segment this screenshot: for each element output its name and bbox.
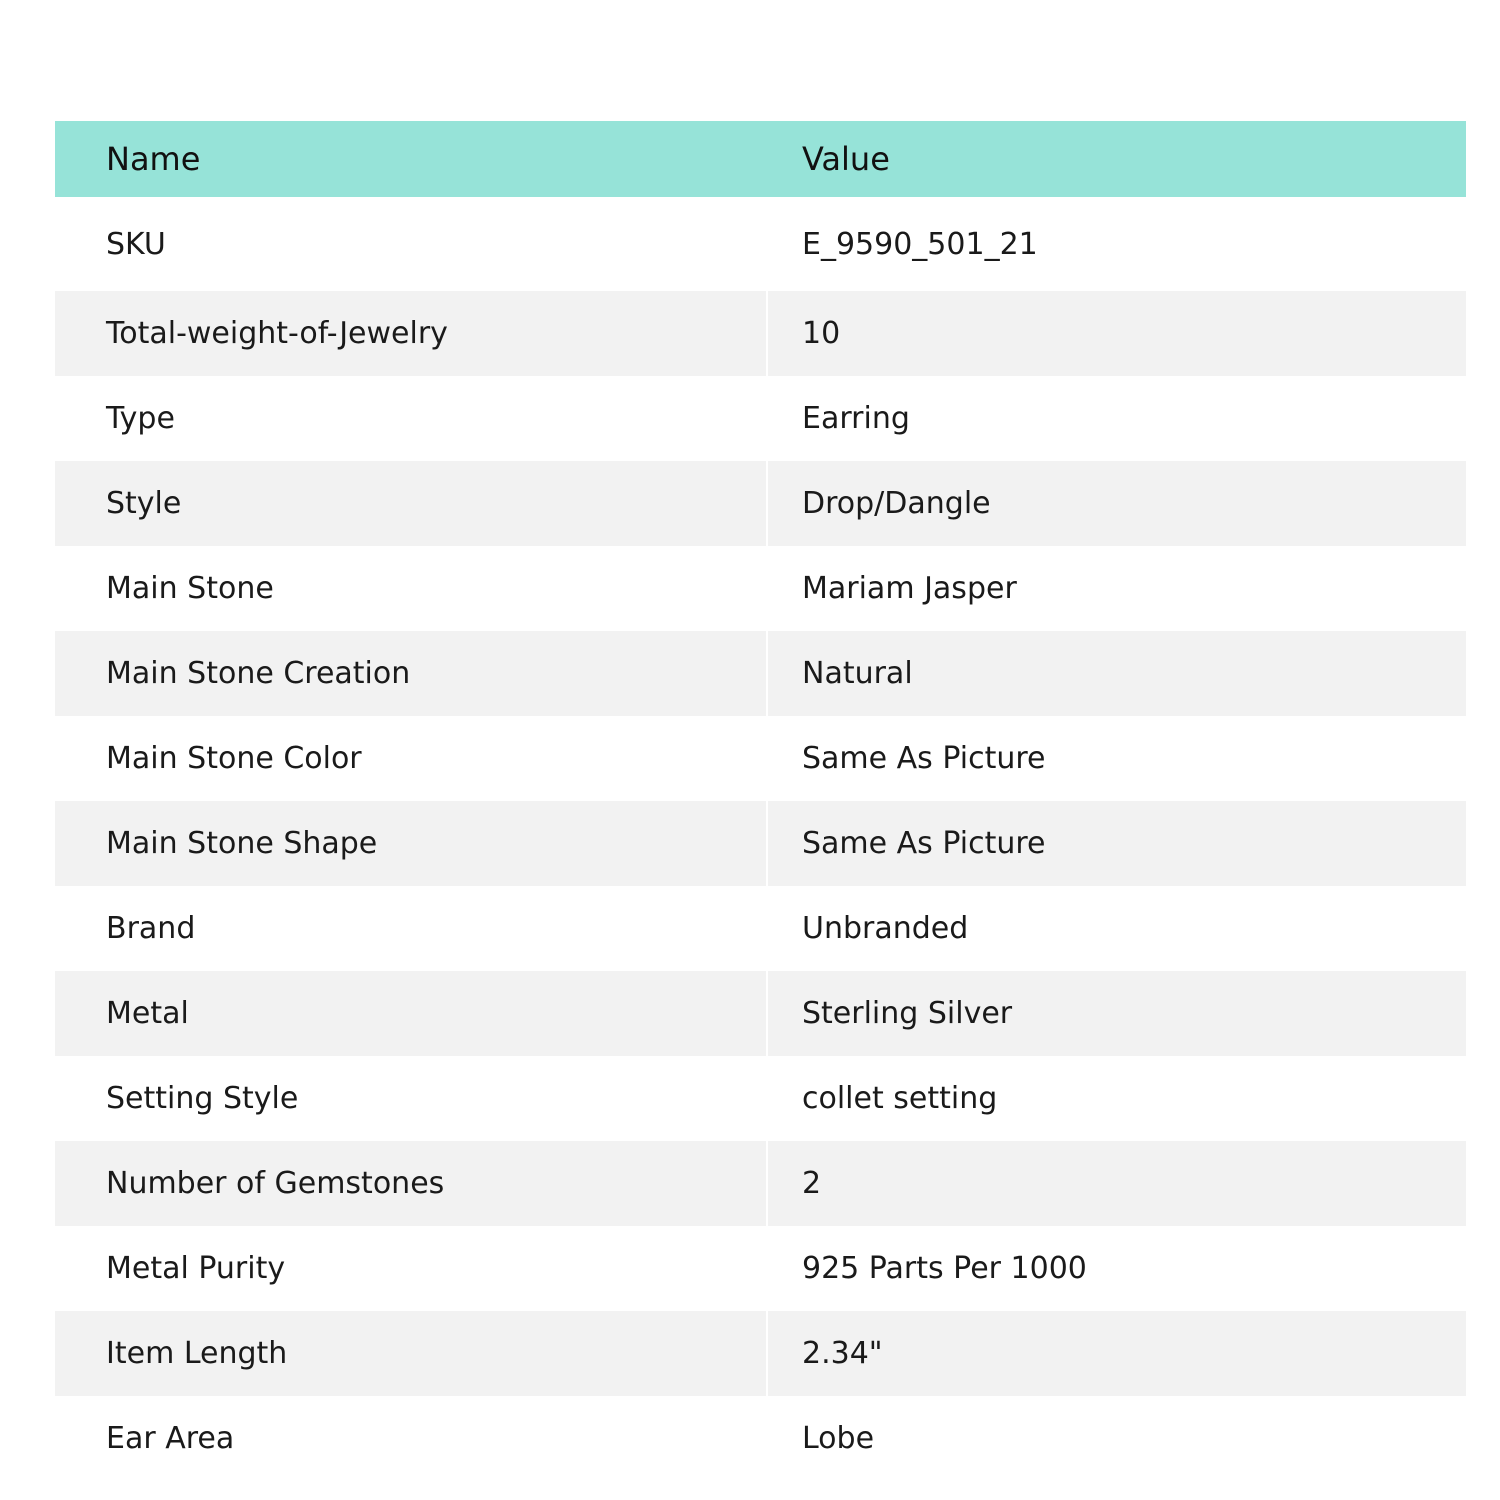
row-name-cell: Ear Area [55,1396,766,1481]
row-name-cell: Main Stone Color [55,716,766,801]
table-row [55,716,1466,801]
table-row [55,971,1466,1056]
table-row [55,1226,1466,1311]
row-value-cell: Sterling Silver [768,971,1466,1056]
header-value: Value [768,121,1466,197]
table-row [55,376,1466,461]
table-row [55,197,1466,291]
row-value-cell: Earring [768,376,1466,461]
table-row [55,1396,1466,1481]
row-value-cell: Lobe [768,1396,1466,1481]
table-row [55,801,1466,886]
row-value-cell: 925 Parts Per 1000 [768,1226,1466,1311]
table-body [55,197,1466,1481]
row-name-cell: Main Stone Creation [55,631,766,716]
row-value-cell: Same As Picture [768,801,1466,886]
row-name-cell: Type [55,376,766,461]
row-name-cell: Style [55,461,766,546]
row-value-cell: Unbranded [768,886,1466,971]
row-name-cell: SKU [55,197,766,291]
row-name-cell: Brand [55,886,766,971]
spec-table [55,121,1466,1481]
header-name: Name [55,121,766,197]
row-name-cell: Metal Purity [55,1226,766,1311]
table-row [55,461,1466,546]
row-name-cell: Metal [55,971,766,1056]
table-row [55,1141,1466,1226]
row-name-cell: Setting Style [55,1056,766,1141]
table-row [55,631,1466,716]
row-name-cell: Main Stone [55,546,766,631]
row-name-cell: Total-weight-of-Jewelry [55,291,766,376]
table-row [55,1056,1466,1141]
row-value-cell: 2.34" [768,1311,1466,1396]
table-row [55,886,1466,971]
row-name-cell: Main Stone Shape [55,801,766,886]
row-name-cell: Number of Gemstones [55,1141,766,1226]
table-row [55,291,1466,376]
table-header [55,121,1466,197]
row-value-cell: Mariam Jasper [768,546,1466,631]
row-value-cell: 2 [768,1141,1466,1226]
row-value-cell: 10 [768,291,1466,376]
row-value-cell: Same As Picture [768,716,1466,801]
row-value-cell: Natural [768,631,1466,716]
table-row [55,1311,1466,1396]
row-value-cell: collet setting [768,1056,1466,1141]
row-name-cell: Item Length [55,1311,766,1396]
table-row [55,546,1466,631]
row-value-cell: E_9590_501_21 [768,197,1466,291]
row-value-cell: Drop/Dangle [768,461,1466,546]
